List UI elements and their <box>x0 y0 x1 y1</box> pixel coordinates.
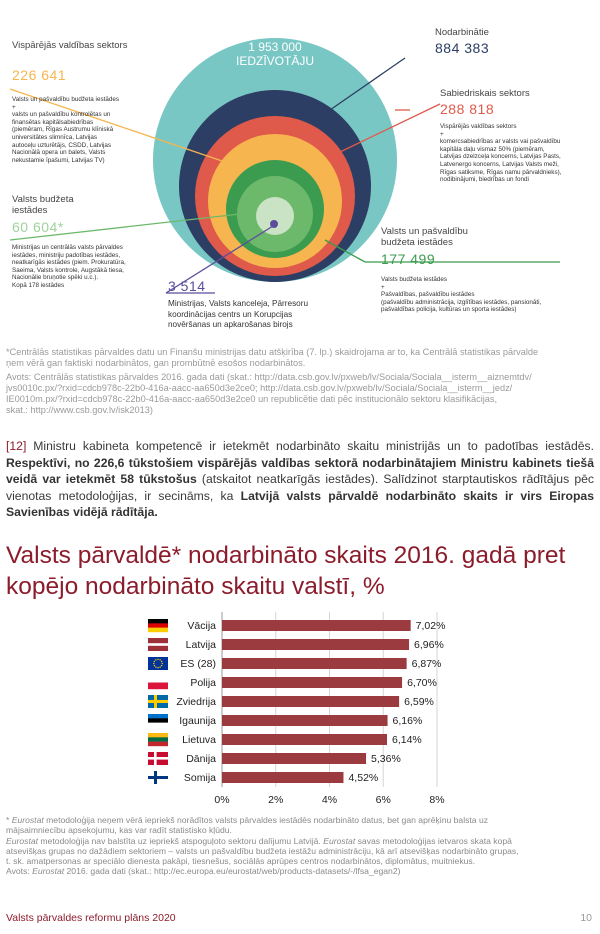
category-label: Zviedrija <box>176 696 216 708</box>
ministries-description: Ministrijas, Valsts kanceleja, Pārresoru koordinācijas centrs un Korupcijas novēršanas un apkarošanas birojs <box>168 299 308 329</box>
flag-icon <box>148 676 168 689</box>
value-label: 5,36% <box>371 753 401 765</box>
bar <box>222 639 409 650</box>
footnote-top: *Centrālās statistikas pārvaldes datu un Finanšu ministrijas datu atšķirība (7. lp.) skaidrojama ar to, ka Centrālā statistikas pārvalde ņem vērā gan faktiski nodarbinātos, gan prombūtnē esošos nodarbinātos. <box>6 347 539 368</box>
value-label: 4,52% <box>348 772 379 784</box>
public-sector-value: 288 818 <box>440 101 495 117</box>
general-gov-value: 226 641 <box>12 67 67 83</box>
public-sector-label: Sabiedriskais sektors <box>440 88 530 99</box>
value-label: 6,87% <box>411 658 442 670</box>
page-footer-title: Valsts pārvaldes reformu plāns 2020 <box>6 912 176 924</box>
employed-label: Nodarbinātie <box>435 27 489 38</box>
x-tick-label: 4% <box>321 794 338 803</box>
category-label: ES (28) <box>180 658 216 670</box>
x-tick-label: 0% <box>214 794 230 803</box>
category-label: Latvija <box>185 639 216 651</box>
flag-icon <box>148 657 168 670</box>
bar <box>222 658 407 669</box>
population-number: 1 953 000 <box>248 40 302 54</box>
bar <box>222 715 388 726</box>
population-caption: IEDZĪVOTĀJU <box>235 54 314 68</box>
bar <box>222 677 402 688</box>
flag-icon <box>148 733 168 746</box>
footnote-bottom: * Eurostat metodoloģija neņem vērā iepriekš norādītos valsts pārvaldes iestādēs nodarbināto datus, bet gan aprēķinu balsta uz mājsaimniecību apsekojumu, kas var radīt statistisko kļūdu. Eurostat metodoloģija nav balstīta uz iepriekš atspoguļoto sektoru dalījumu Latvijā. Eurostat savas metodoloģijas ietvaros skata kopā atsevišķas grupas no dažādiem sektoriem – valsts un pašvaldību budžeta iestāžu administrāciju, kā arī atsevišķas nodarbināto grupas, t. sk. amatpersonas ar speciālo dienesta pakāpi, tiesnešus, sociālās aprūpes centros nodarbinātos, diplomātus, muitniekus. Avots: Eurostat 2016. gada dati (skat.: http://ec.europa.eu/eurostat/web/products-datasets/-/lfsa_egan2) <box>6 815 519 877</box>
flag-icon <box>148 771 168 784</box>
bar <box>222 753 366 764</box>
category-label: Somija <box>183 772 216 784</box>
population-label <box>226 40 324 68</box>
state-budget-label: Valsts budžeta iestādes <box>12 194 74 216</box>
local-budget-label: Valsts un pašvaldību budžeta iestādes <box>381 226 468 248</box>
bar <box>222 772 343 783</box>
public-sector-description: Vispārējās valdības sektors + komercsabiedrības ar valsts vai pašvaldību kapitāla daļu vismaz 50% (piemēram, Latvijas dzelzceļa koncerns, Latvijas Pasts, Latvenergo koncerns, Latvijas Valsts meži, Rīgas satiksme, Rīgas namu pārvaldnieks), nodibinājumi, biedrības un fondi <box>440 123 562 184</box>
value-label: 6,59% <box>404 696 434 708</box>
value-label: 6,14% <box>392 734 422 746</box>
flag-icon <box>148 714 168 727</box>
body-paragraph: [12] Ministru kabineta kompetencē ir ietekmēt nodarbināto skaitu ministrijās un to padotības iestādēs. Respektīvi, no 226,6 tūkstošiem vispārējās valdības sektorā nodarbinātajiem Ministru kabinets tiešā veidā var ietekmēt 58 tūkstošus (atskaitot neatkarīgās iestādes). Salīdzinot starptautiskos rādītājus pēc vienotas metodoloģijas, ir secināms, ka Latvijā valsts pārvaldē nodarbināto skaits ir virs Eiropas Savienības vidējā rādītāja. <box>6 439 594 519</box>
category-label: Dānija <box>186 753 216 765</box>
bar <box>222 734 387 745</box>
general-gov-description: Valsts un pašvaldību budžeta iestādes + valsts un pašvaldību kontrolētas un finansētas kapitālsabiedrības (piemēram, Rīgas Austrumu klīniskā universitātes slimnīca, Latvijas autoceļu uzturētājs, CSDD, Latvijas Nacionālā opera un balets, Valsts nekustamie īpašumi, Latvijas TV) <box>12 96 120 164</box>
x-tick-label: 8% <box>429 794 445 803</box>
flag-icon <box>148 752 168 765</box>
category-label: Igaunija <box>179 715 216 727</box>
reference-number: [12] <box>6 439 27 453</box>
bar-chart <box>140 610 465 803</box>
local-budget-value: 177 499 <box>381 251 436 267</box>
x-tick-label: 2% <box>268 794 284 803</box>
category-label: Polija <box>190 677 216 689</box>
flag-icon <box>148 638 168 651</box>
ministries-value: 3 514 <box>168 278 206 294</box>
flag-icon <box>148 619 168 632</box>
state-budget-description: Ministrijas un centrālās valsts pārvaldes iestādes, ministriju padotības iestādes, neatkarīgās iestādes (piem. Prokuratūra, Saeima, Valsts kontrole, Augstākā tiesa, Nacionālie bruņotie spēki u.c.). Kopā 178 iestādes <box>12 244 126 289</box>
general-gov-label: Vispārējās valdības sektors <box>12 40 128 51</box>
state-budget-value: 60 604* <box>12 219 64 235</box>
bar-chart-svg <box>140 610 465 803</box>
bar <box>222 620 411 631</box>
value-label: 6,96% <box>414 639 444 651</box>
value-label: 6,16% <box>392 715 423 727</box>
bar <box>222 696 399 707</box>
value-label: 7,02% <box>415 620 446 632</box>
ministries-circle <box>256 197 294 235</box>
page-number: 10 <box>580 912 592 924</box>
employed-value: 884 383 <box>435 40 490 56</box>
local-budget-description: Valsts budžeta iestādes + Pašvaldības, pašvaldību iestādes (pašvaldību administrācija, izglītības iestādes, pansionāti, pašvaldības policija, kultūras un sporta iestādes) <box>381 276 542 314</box>
category-label: Lietuva <box>182 734 216 746</box>
x-tick-label: 6% <box>375 794 391 803</box>
value-label: 6,70% <box>407 677 437 689</box>
flag-icon <box>148 695 168 708</box>
category-label: Vācija <box>187 620 216 632</box>
chart-title: Valsts pārvaldē* nodarbināto skaits 2016. gadā pret kopējo nodarbināto skaitu valstī, % <box>6 542 566 600</box>
sources-top: Avots: Centrālās statistikas pārvaldes 2016. gada dati (skat.: http://data.csb.gov.lv/pxweb/lv/Sociala/Sociala__isterm__aiznemtdv/ jvs0010c.px/?rxid=cdcb978c-22b0-416a-aacc-aa650d3e2ce0; http://data.csb.gov.lv/pxweb/lv/Sociala/Sociala__isterm__jedz/ IE0010m.px/?rxid=cdcb978c-22b0-416a-aacc-aa650d3e2ce0 un republicētie dati pēc institucionālo sektoru klasifikācijas, skat.: http://www.csb.gov.lv/isk2013) <box>6 372 532 415</box>
